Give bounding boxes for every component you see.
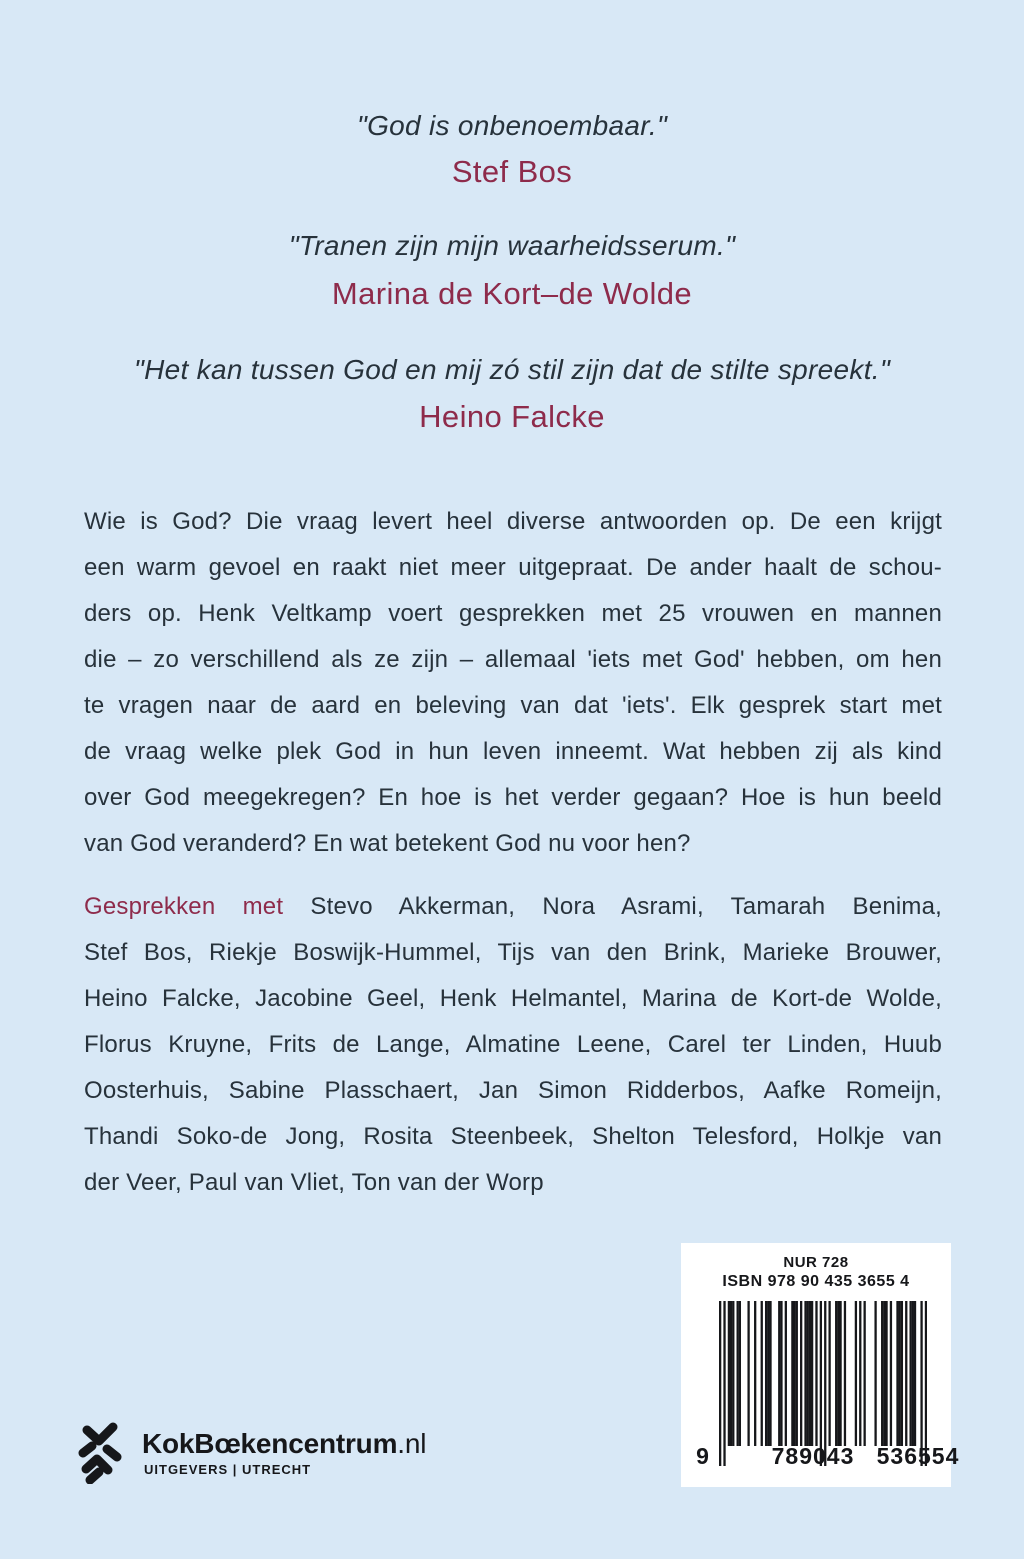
publisher-name [142, 1428, 426, 1460]
publisher-tagline: UITGEVERS | UTRECHT [144, 1462, 312, 1477]
body-line: een warm gevoel en raakt niet meer uitgepraat. De ander haalt de schou- [84, 554, 942, 581]
body-line: die – zo verschillend als ze zijn – allemaal 'iets met God' hebben, om hen [84, 646, 942, 673]
barcode-digits-group1: 789043 [771, 1443, 855, 1469]
contributors-line: Stef Bos, Riekje Boswijk-Hummel, Tijs van den Brink, Marieke Brouwer, [84, 939, 942, 966]
quote-2-text: "Tranen zijn mijn waarheidsserum." [288, 230, 736, 261]
body-line: over God meegekregen? En hoe is het verder gegaan? Hoe is hun beeld [84, 784, 942, 811]
contributors-line [84, 884, 942, 930]
contributors-line: Oosterhuis, Sabine Plasschaert, Jan Simon Ridderbos, Aafke Romeijn, [84, 1077, 942, 1104]
nur-code: NUR 728 [783, 1254, 849, 1271]
quote-2-author: Marina de Kort–de Wolde [331, 276, 693, 311]
quote-3-text: "Het kan tussen God en mij zó stil zijn dat de stilte spreekt." [133, 354, 891, 385]
contributors-line: der Veer, Paul van Vliet, Ton van der Worp [84, 1169, 544, 1196]
ean-barcode [719, 1301, 927, 1466]
contributors-line: Heino Falcke, Jacobine Geel, Henk Helmantel, Marina de Kort-de Wolde, [84, 985, 942, 1012]
barcode-digit-left: 9 [696, 1443, 710, 1469]
barcode-panel [681, 1243, 960, 1487]
publisher-name-bold: KokBœkencentrum [142, 1428, 398, 1459]
contributors-lead-label: Gesprekken met [84, 893, 284, 920]
contributors-paragraph [84, 884, 942, 1206]
contributors-line: Florus Kruyne, Frits de Lange, Almatine Leene, Carel ter Linden, Huub [84, 1031, 942, 1058]
contributors-line-text: Stevo Akkerman, Nora Asrami, Tamarah Benima, [283, 893, 943, 920]
body-line: Wie is God? Die vraag levert heel diverse antwoorden op. De een krijgt [84, 508, 942, 535]
quote-1-author: Stef Bos [451, 154, 573, 189]
body-line: de vraag welke plek God in hun leven inneemt. Wat hebben zij als kind [84, 738, 942, 765]
body-line: ders op. Henk Veltkamp voert gesprekken met 25 vrouwen en mannen [84, 600, 942, 627]
publisher-asterisk-icon [78, 1422, 122, 1489]
quote-3-author: Heino Falcke [419, 399, 605, 434]
publisher-tld: .nl [397, 1428, 427, 1459]
contributors-line: Thandi Soko-de Jong, Rosita Steenbeek, Shelton Telesford, Holkje van [84, 1123, 942, 1150]
isbn-number: ISBN 978 90 435 3655 4 [722, 1273, 910, 1290]
barcode-digits-group2: 536554 [876, 1443, 960, 1469]
barcode-bars [719, 1301, 927, 1466]
quote-1-text: "God is onbenoembaar." [356, 110, 668, 141]
body-line: van God veranderd? En wat betekent God nu voor hen? [84, 830, 691, 857]
body-line: te vragen naar de aard en beleving van dat 'iets'. Elk gesprek start met [84, 692, 942, 719]
description-paragraph [84, 499, 942, 867]
